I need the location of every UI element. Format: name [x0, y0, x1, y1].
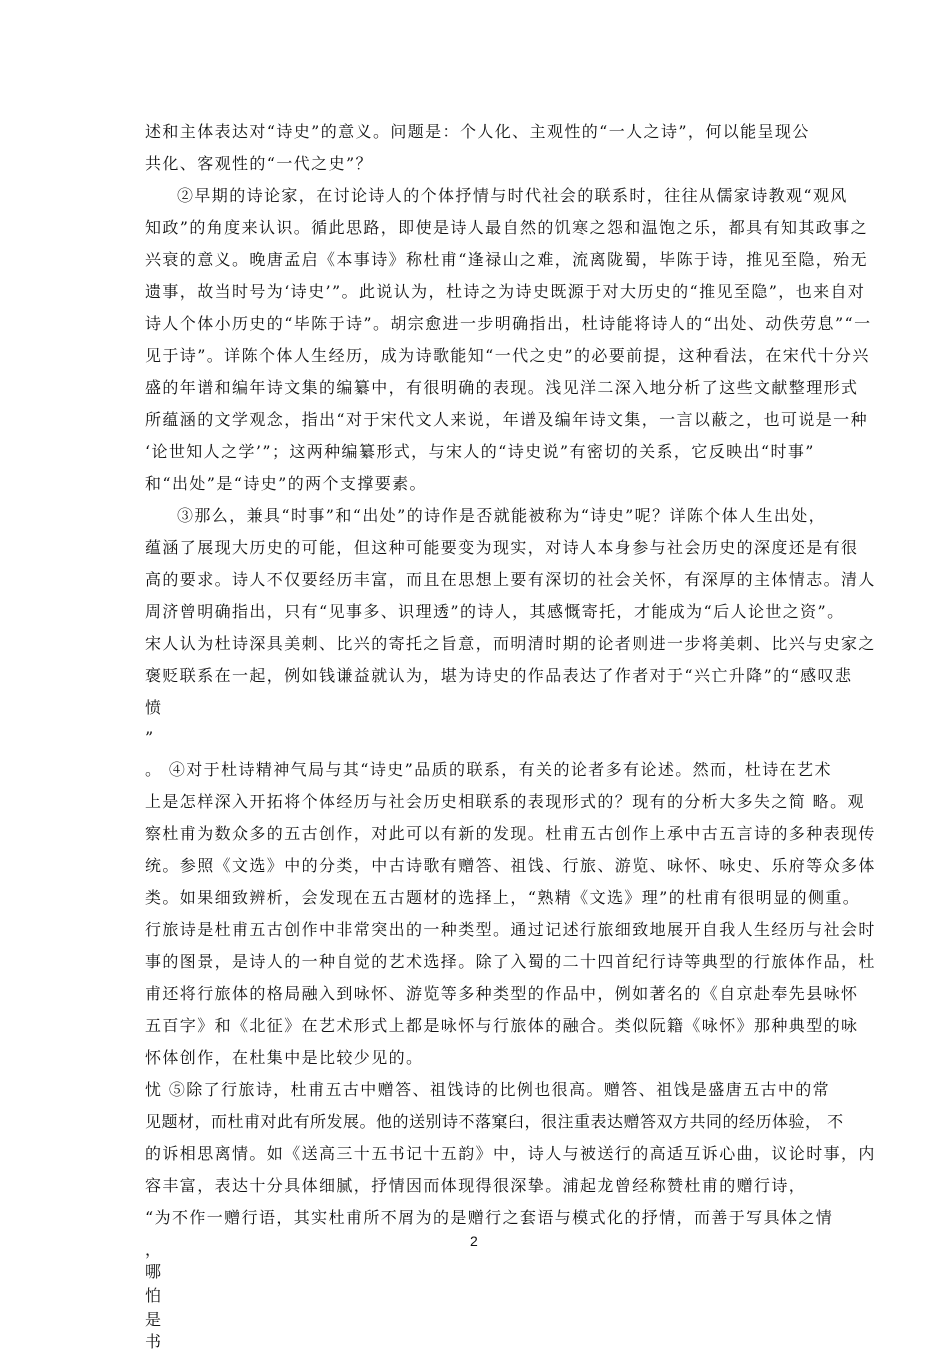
text-line: 统。参照《文选》中的分类，中古诗歌有赠答、祖饯、行旅、游览、咏怀、咏史、乐府等众多体 [145, 856, 876, 875]
text-line: 行旅诗是杜甫五古创作中非常突出的一种类型。通过记述行旅细致地展开自我人生经历与社会时 [145, 920, 876, 939]
text-line: 褒贬联系在一起，例如钱谦益就认为，堪为诗史的作品表达了作者对于“兴亡升降”的“感叹悲 [145, 666, 853, 685]
text-line: 见于诗”。详陈个体人生经历，成为诗歌能知“一代之史”的必要前提，这种看法，在宋代十分兴 [145, 346, 870, 365]
text-line: 愤 [145, 698, 163, 717]
text-line: 察杜甫为数众多的五古创作，对此可以有新的发现。杜甫五古创作上承中古五言诗的多种表现传 [145, 824, 876, 843]
text-line: 知政”的角度来认识。循此思路，即使是诗人最自然的饥寒之怨和温饱之乐，都具有知其政事之 [145, 218, 868, 237]
text-line: 容丰富，表达十分具体细腻，抒情因而体现得很深挚。浦起龙曾经称赞杜甫的赠行诗， [145, 1176, 807, 1195]
text-line: 周济曾明确指出，只有“见事多、识理透”的诗人，其感慨寄托，才能成为“后人论世之资”。 [145, 602, 845, 621]
text-line: 的诉相思离情。如《送高三十五书记十五韵》中，诗人与被送行的高适互诉心曲，议论时事，内 [145, 1144, 876, 1163]
text-line: ， [145, 1240, 163, 1259]
text-line: 诗人个体小历史的“毕陈于诗”。胡宗愈进一步明确指出，杜诗能将诗人的“出处、动佚劳息”“一 [145, 314, 872, 333]
text-line: 共化、客观性的“一代之史”？ [145, 154, 373, 173]
text-line: ‘论世知人之学’”；这两种编纂形式，与宋人的“诗史说”有密切的关系，它反映出“时事” [145, 442, 815, 461]
text-line: 事的图景，是诗人的一种自觉的艺术选择。除了入蜀的二十四首纪行诗等典型的行旅体作品，杜 [145, 952, 876, 971]
text-line: 和“出处”是“诗史”的两个支撑要素。 [145, 474, 427, 493]
vertical-char: 是 [145, 1310, 162, 1329]
text-line: 五百字》和《北征》在艺术形式上都是咏怀与行旅体的融合。类似阮籍《咏怀》那种典型的咏 [145, 1016, 859, 1035]
text-line: 甫还将行旅体的格局融入到咏怀、游览等多种类型的作品中，例如著名的《自京赴奉先县咏怀 [145, 984, 859, 1003]
page-number: 2 [470, 1233, 478, 1249]
text-line: 遗事，故当时号为‘诗史’”。此说认为，杜诗之为诗史既源于对大历史的“推见至隐”，也来自对 [145, 282, 866, 301]
paragraph-4-start: 。 ④对于杜诗精神气局与其“诗史”品质的联系，有关的论者多有论述。然而，杜诗在艺术 [145, 760, 832, 779]
text-line: 类。如果细致辨析，会发现在五古题材的选择上，“熟精《文选》理”的杜甫有很明显的侧重。 [145, 888, 861, 907]
paragraph-5-start: 忧 ⑤除了行旅诗，杜甫五古中赠答、祖饯诗的比例也很高。赠答、祖饯是盛唐五古中的常 [145, 1080, 831, 1099]
text-line: 宋人认为杜诗深具美刺、比兴的寄托之旨意，而明清时期的论者则进一步将美刺、比兴与史家之 [145, 634, 876, 653]
text-line: 所蕴涵的文学观念，指出“对于宋代文人来说，年谱及编年诗文集，一言以蔽之，也可说是一种 [145, 410, 868, 429]
paragraph-3-start: ③那么，兼具“时事”和“出处”的诗作是否就能被称为“诗史”呢？详陈个体人生出处， [177, 506, 827, 525]
text-line: “为不作一赠行语，其实杜甫所不屑为的是赠行之套语与模式化的抒情，而善于写具体之情 [145, 1208, 834, 1227]
text-line: 蕴涵了展现大历史的可能，但这种可能要变为现实，对诗人本身参与社会历史的深度还是有很 [145, 538, 859, 557]
text-line: 述和主体表达对“诗史”的意义。问题是：个人化、主观性的“一人之诗”，何以能呈现公 [145, 122, 810, 141]
text-line: ” [145, 728, 155, 747]
vertical-char: 哪 [145, 1262, 162, 1281]
text-line: 见题材，而杜甫对此有所发展。他的送别诗不落窠臼，很注重表达赠答双方共同的经历体验， 不 [145, 1112, 844, 1131]
text-line: 上是怎样深入开拓将个体经历与社会历史相联系的表现形式的？现有的分析大多失之简 略。观 [145, 792, 865, 811]
text-line: 高的要求。诗人不仅要经历丰富，而且在思想上要有深切的社会关怀，有深厚的主体情志。清人 [145, 570, 876, 589]
paragraph-2-start: ②早期的诗论家，在讨论诗人的个体抒情与时代社会的联系时，往往从儒家诗教观“观风 [177, 186, 848, 205]
text-line: 盛的年谱和编年诗文集的编纂中，有很明确的表现。浅见洋二深入地分析了这些文献整理形式 [145, 378, 859, 397]
text-line: 怀体创作，在杜集中是比较少见的。 [145, 1048, 424, 1067]
vertical-char: 怕 [145, 1286, 162, 1305]
text-line: 兴衰的意义。晚唐孟启《本事诗》称杜甫“逢禄山之难，流离陇蜀，毕陈于诗，推见至隐，殆无 [145, 250, 868, 269]
vertical-char: 书 [145, 1332, 162, 1351]
